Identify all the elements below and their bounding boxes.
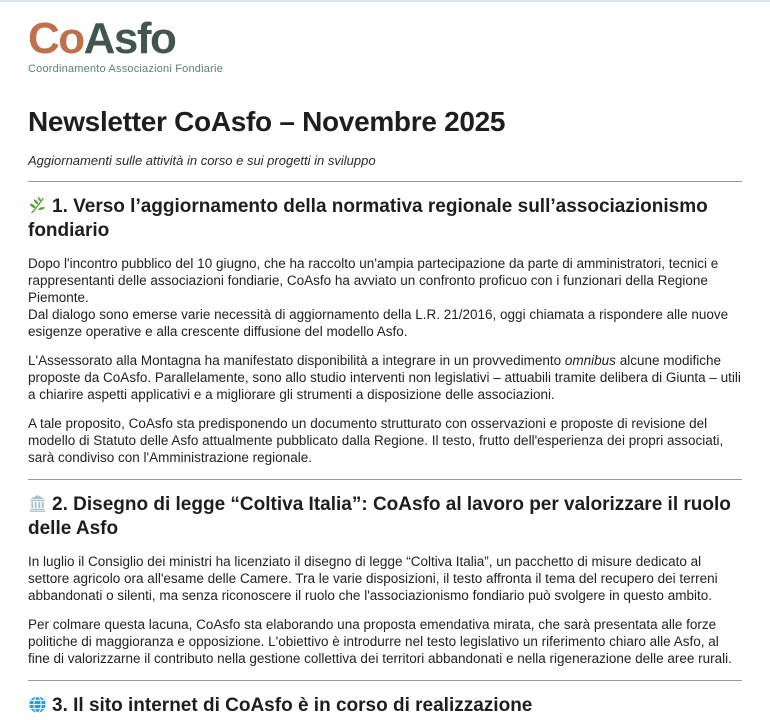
globe-icon <box>28 695 47 714</box>
page-title: Newsletter CoAsfo – Novembre 2025 <box>28 106 506 138</box>
divider <box>28 479 742 480</box>
logo-wordmark <box>28 16 742 62</box>
section-2-paragraph-1: In luglio il Consiglio dei ministri ha licenziato il disegno di legge “Coltiva Italia”, un pacchetto di misure dedicato al settore agricolo ora all'esame delle Camere. Tra le varie disposizioni, il testo affronta il tema del recupero dei terreni abbandonati o silenti, ma senza riconoscere il ruolo che l'associazionismo fondiario può svolgere in questo ambito. <box>28 553 718 603</box>
divider <box>28 181 742 182</box>
section-1-paragraph-3: A tale proposito, CoAsfo sta predisponendo un documento strutturato con osservazioni e proposte di revisione del modello di Statuto delle Asfo attualmente pubblicato dalla Regione. Il testo, frutto dell'esperienza dei propri associati, sarà condiviso con l'Amministrazione regionale. <box>28 415 724 465</box>
section-1 <box>28 195 742 466</box>
section-3-heading <box>28 694 742 718</box>
subtitle: Aggiornamenti sulle attività in corso e sui progetti in sviluppo <box>28 152 376 168</box>
section-2-paragraph-2: Per colmare questa lacuna, CoAsfo sta elaborando una proposta emendativa mirata, che sarà presentata alle forze politiche di maggioranza e opposizione. L'obiettivo è introdurre nel testo legislativo un riferimento chiaro alle Asfo, al fine di valorizzarne il contributo nella gestione collettiva dei territori abbandonati e nella rigenerazione delle aree rurali. <box>28 616 732 666</box>
section-2-heading-text: 2. Disegno di legge “Coltiva Italia”: CoAsfo al lavoro per valorizzare il ruolo delle Asfo <box>28 493 731 539</box>
logo-asfo: Asfo <box>83 14 176 63</box>
section-3-heading-text: 3. Il sito internet di CoAsfo è in corso di realizzazione <box>52 694 533 716</box>
logo <box>28 16 742 75</box>
classical-building-icon <box>28 494 47 513</box>
section-1-heading <box>28 195 742 243</box>
section-2 <box>28 493 742 667</box>
logo-co: Co <box>28 14 84 63</box>
herb-icon <box>28 196 47 215</box>
logo-tagline: Coordinamento Associazioni Fondiarie <box>28 63 223 76</box>
section-1-paragraph-1: Dopo l'incontro pubblico del 10 giugno, che ha raccolto un'ampia partecipazione da parte di amministratori, tecnici e rappresentanti delle associazioni fondiarie, CoAsfo ha avviato un confronto proficuo con i funzionari della Regione Piemonte. Dal dialogo sono emerse varie necessità di aggiornamento della L.R. 21/2016, oggi chiamata a rispondere alle nuove esigenze operative e alla crescente diffusione del modello Asfo. <box>28 255 729 339</box>
divider <box>28 680 742 681</box>
section-3 <box>28 694 742 718</box>
section-1-heading-text: 1. Verso l’aggiornamento della normativa regionale sull’associazionismo fondiario <box>28 195 708 241</box>
section-2-heading <box>28 493 742 541</box>
section-1-paragraph-2: L'Assessorato alla Montagna ha manifestato disponibilità a integrare in un provvedimento omnibus alcune modifiche proposte da CoAsfo. Parallelamente, sono allo studio interventi non legislativi – attuabili tramite delibera di Giunta – utili a chiarire aspetti applicativi e a migliorare gli strumenti a disposizione delle associazioni. <box>28 352 741 402</box>
